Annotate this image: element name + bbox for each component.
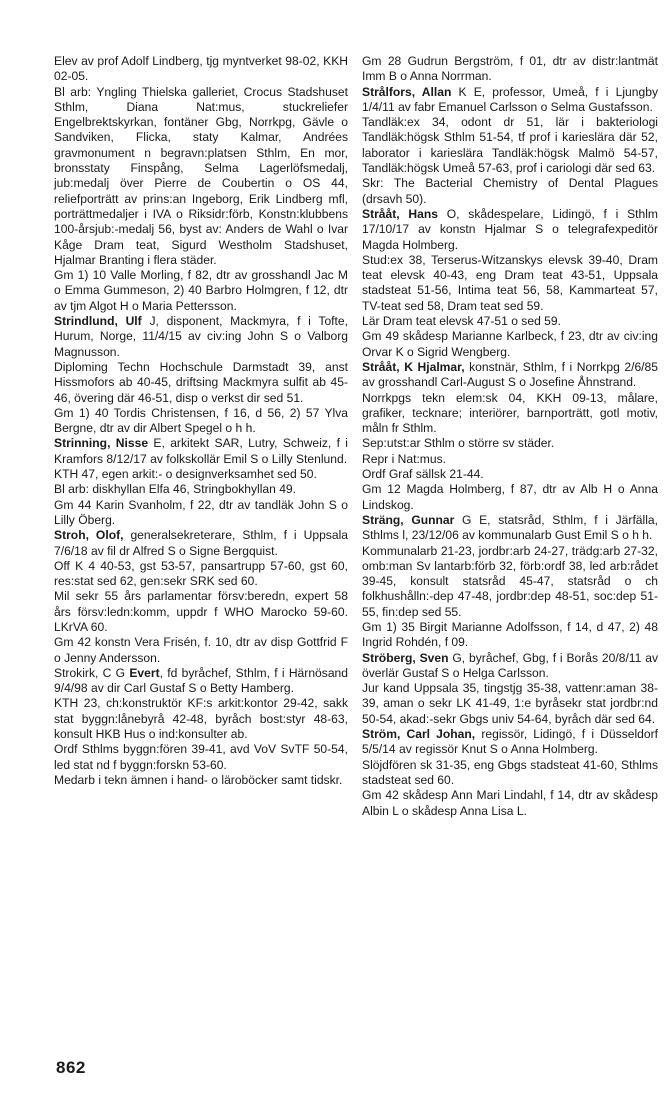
entry-details: G, byråchef, Gbg, f i Borås 20/8/11 av överlär Gustaf S o Helga Carlsson. <box>362 650 658 680</box>
entry-paragraph: Ordf Graf sällsk 21-44. <box>362 467 484 482</box>
entry-paragraph: Gm 42 skådesp Ann Mari Lindahl, f 14, dtr av skådesp Albin L o skådesp Anna Lisa L. <box>362 788 658 818</box>
entry-paragraph: Lär Dram teat elevsk 47-51 o sed 59. <box>362 314 561 329</box>
entry-paragraph: Kommunalarb 21-23, jordbr:arb 24-27, trädg:arb 27-32, omb:man Sv lantarb:förb 32, förb:ordf 38, led arb:rådet 39-45, konsult statsråd 45-47, statsråd o ch folkhushålln:-dep 47-48, jordbr:dep 48-51, soc:dep 51-55, fin:dep sed 55. <box>362 543 658 619</box>
biography-entry <box>54 314 348 436</box>
entry-name: Ström, Carl Johan, <box>362 727 476 742</box>
entry-paragraph: Gm 28 Gudrun Bergström, f 01, dtr av distr:lantmät Imm B o Anna Norrman. <box>362 54 658 84</box>
entry-details: C G Evert, fd byråchef, Sthlm, f i Härnösand 9/4/98 av dir Carl Gustaf S o Betty Hamberg. <box>54 665 348 696</box>
entry-paragraph: Gm 49 skådesp Marianne Karlbeck, f 23, dtr av civ:ing Orvar K o Sigrid Wengberg. <box>362 329 658 359</box>
biography-entry <box>362 54 658 85</box>
biography-entry <box>362 85 658 207</box>
biography-entry <box>362 207 658 360</box>
entry-details: konstnär, Sthlm, f i Norrkpg 2/6/85 av grosshandl Carl-August S o Josefine Åhnstrand. <box>362 359 658 390</box>
entry-details: E, arkitekt SAR, Lutry, Schweiz, f i Kramfors 8/12/17 av folkskollär Emil S o Lilly Stenlund. <box>54 436 348 466</box>
entry-heading <box>362 207 658 253</box>
entry-heading <box>362 727 658 758</box>
entry-paragraph: KTH 47, egen arkit:- o designverksamhet sed 50. <box>54 467 317 482</box>
entry-paragraph: Bl arb: Yngling Thielska galleriet, Crocus Stadshuset Sthlm, Diana Nat:mus, stuckreliefer Engelbrektskyrkan, fontäner Gbg, Norrkpg, Gävle o Sandviken, Flicka, staty Kalmar, Andrées gravmonument n begravn:platsen Sthlm, En mor, bronsstaty Finspång, Selma Lagerlöfsmedalj, jub:medalj över Pierre de Coubertin o OS 44, reliefporträtt av prins:an Ingeborg, Erik Lindberg mfl, porträttmedaljer i IVA o Riksidr:förb, Konstn:klubbens 100-årsjub:-medalj 56, byst av: Anders de Wahl o Ivar Kåge Dram teat, Sigurd Westholm Stadshuset, Hjalmar Branting i flera städer. <box>54 84 348 267</box>
entry-paragraph: Norrkpgs tekn elem:sk 04, KKH 09-13, målare, grafiker, tecknare; interiörer, barnporträtt, gotl motiv, måln fr Sthlm. <box>362 390 658 436</box>
entry-name: Strååt, Hans <box>362 206 438 221</box>
entry-paragraph: Stud:ex 38, Terserus-Witzanskys elevsk 39-40, Dram teat elevsk 40-43, eng Dram teat 43-51, Uppsala stadsteat 51-56, Intima teat 56, 58, Kammarteat 57, TV-teat sed 58, Dram teat sed 59. <box>362 252 658 313</box>
right-column <box>362 54 658 819</box>
entry-heading <box>362 85 658 116</box>
entry-name: Strindlund, Ulf <box>54 314 142 329</box>
entry-heading <box>54 314 348 360</box>
entry-name: Strinning, Nisse <box>54 436 149 451</box>
entry-heading <box>54 436 348 467</box>
entry-paragraph: Skr: The Bacterial Chemistry of Dental Plagues (drsavh 50). <box>362 176 658 206</box>
biography-entry <box>362 651 658 727</box>
entry-paragraph: Off K 4 40-53, gst 53-57, pansartrupp 57-60, gst 60, res:stat sed 62, gen:sekr SRK sed 60. <box>54 558 348 589</box>
biography-entry <box>362 513 658 651</box>
biography-entry <box>54 54 348 314</box>
entry-paragraph: Gm 1) 10 Valle Morling, f 82, dtr av grosshandl Jac M o Emma Gummeson, 2) 40 Barbro Holmgren, f 12, dtr av tjm Algot H o Maria Pettersson. <box>54 268 348 313</box>
entry-name: Stroh, Olof, <box>54 528 124 543</box>
entry-heading <box>54 666 348 697</box>
entry-details: O, skådespelare, Lidingö, f i Sthlm 17/10/17 av konstn Hjalmar S o telegrafexpeditör Magda Holmberg. <box>362 206 658 252</box>
entry-details: K E, professor, Umeå, f i Ljungby 1/4/11 av fabr Emanuel Carlsson o Selma Gustafsson. <box>362 84 658 114</box>
entry-paragraph: Elev av prof Adolf Lindberg, tjg myntverket 98-02, KKH 02-05. <box>54 54 348 84</box>
entry-details: generalsekreterare, Sthlm, f i Uppsala 7/6/18 av fil dr Alfred S o Signe Bergquist. <box>54 528 348 558</box>
entry-paragraph: Mil sekr 55 års parlamentar försv:beredn, expert 58 års försv:ledn:komm, uppdr f WHO Marocko 59-60. LKrVA 60. <box>54 589 348 634</box>
biography-entry <box>362 360 658 513</box>
entry-paragraph: Jur kand Uppsala 35, tingstjg 35-38, vattenr:aman 38-39, aman o sekr LK 41-49, 1:e byråsekr stat jordbr:nd 50-54, akad:-sekr Gbgs univ 54-64, byråch där sed 64. <box>362 681 658 726</box>
entry-paragraph: KTH 23, ch:konstruktör KF:s arkit:kontor 29-42, sakk stat byggn:lånebyrå 42-48, byråch bost:styr 48-63, konsult HKB Hus o ind:konsulter ab. <box>54 696 348 742</box>
entry-name: Evert <box>129 665 160 680</box>
entry-paragraph: Gm 42 konstn Vera Frisén, f. 10, dtr av disp Gottfrid F o Jenny Andersson. <box>54 635 348 665</box>
entry-paragraph: Slöjdfören sk 31-35, eng Gbgs stadsteat 41-60, Sthlms stadsteat sed 60. <box>362 757 658 787</box>
entry-heading <box>54 528 348 559</box>
left-column <box>54 54 348 788</box>
entry-paragraph: Gm 12 Magda Holmberg, f 87, dtr av Alb H o Anna Lindskog. <box>362 482 658 512</box>
entry-name: Strålfors, Allan <box>362 84 452 99</box>
entry-paragraph: Gm 44 Karin Svanholm, f 22, dtr av tandläk John S o Lilly Öberg. <box>54 497 348 527</box>
entry-paragraph: Repr i Nat:mus. <box>362 451 447 466</box>
entry-paragraph: Ordf Sthlms byggn:fören 39-41, avd VoV SvTF 50-54, led stat nd f byggn:forskn 53-60. <box>54 742 348 772</box>
entry-paragraph: Gm 1) 40 Tordis Christensen, f 16, d 56, 2) 57 Ylva Bergne, dtr av dir Albert Spegel o h h. <box>54 405 348 436</box>
biography-entry <box>54 528 348 666</box>
biography-entry <box>54 666 348 788</box>
entry-name: Sträng, Gunnar <box>362 512 455 527</box>
entry-name: Strååt, K Hjalmar, <box>362 359 465 374</box>
biography-entry <box>362 727 658 819</box>
entry-paragraph: Medarb i tekn ämnen i hand- o läroböcker samt tidskr. <box>54 772 343 787</box>
entry-paragraph: Sep:utst:ar Sthlm o större sv städer. <box>362 436 555 451</box>
entry-paragraph: Bl arb: diskhyllan Elfa 46, Stringbokhyllan 49. <box>54 482 297 497</box>
entry-prefix: Strokirk, <box>54 665 103 680</box>
entry-details: regissör, Lidingö, f i Düsseldorf 5/5/14 av regissör Knut S o Anna Holmberg. <box>362 727 658 757</box>
entry-heading <box>362 651 658 682</box>
entry-paragraph: Tandläk:ex 34, odont dr 51, lär i bakteriologi Tandläk:högsk Sthlm 51-54, tf prof i karieslära där 52, laborator i karieslära Tandläk:högsk Malmö 54-57, Tandläk:högsk Umeå 57-63, prof i cariologi där sed 63. <box>362 115 658 176</box>
entry-paragraph: Diploming Techn Hochschule Darmstadt 39, anst Hissmofors ab 40-45, driftsing Mackmyra sulfit ab 45-46, övering där 46-51, disp o verkst dir sed 51. <box>54 359 348 405</box>
entry-paragraph: Gm 1) 35 Birgit Marianne Adolfsson, f 14, d 47, 2) 48 Ingrid Rohdén, f 09. <box>362 619 658 650</box>
entry-name: Ströberg, Sven <box>362 650 449 665</box>
page-number: 862 <box>56 1058 86 1077</box>
biography-entry <box>54 436 348 528</box>
entry-details: G E, statsråd, Sthlm, f i Järfälla, Sthlms l, 23/12/06 av kommunalarb Gust Emil S o h h. <box>362 512 658 543</box>
entry-heading <box>362 513 658 544</box>
entry-heading <box>362 360 658 391</box>
entry-details: J, disponent, Mackmyra, f i Tofte, Hurum, Norge, 11/4/15 av civ:ing John S o Valborg Magnusson. <box>54 314 348 359</box>
